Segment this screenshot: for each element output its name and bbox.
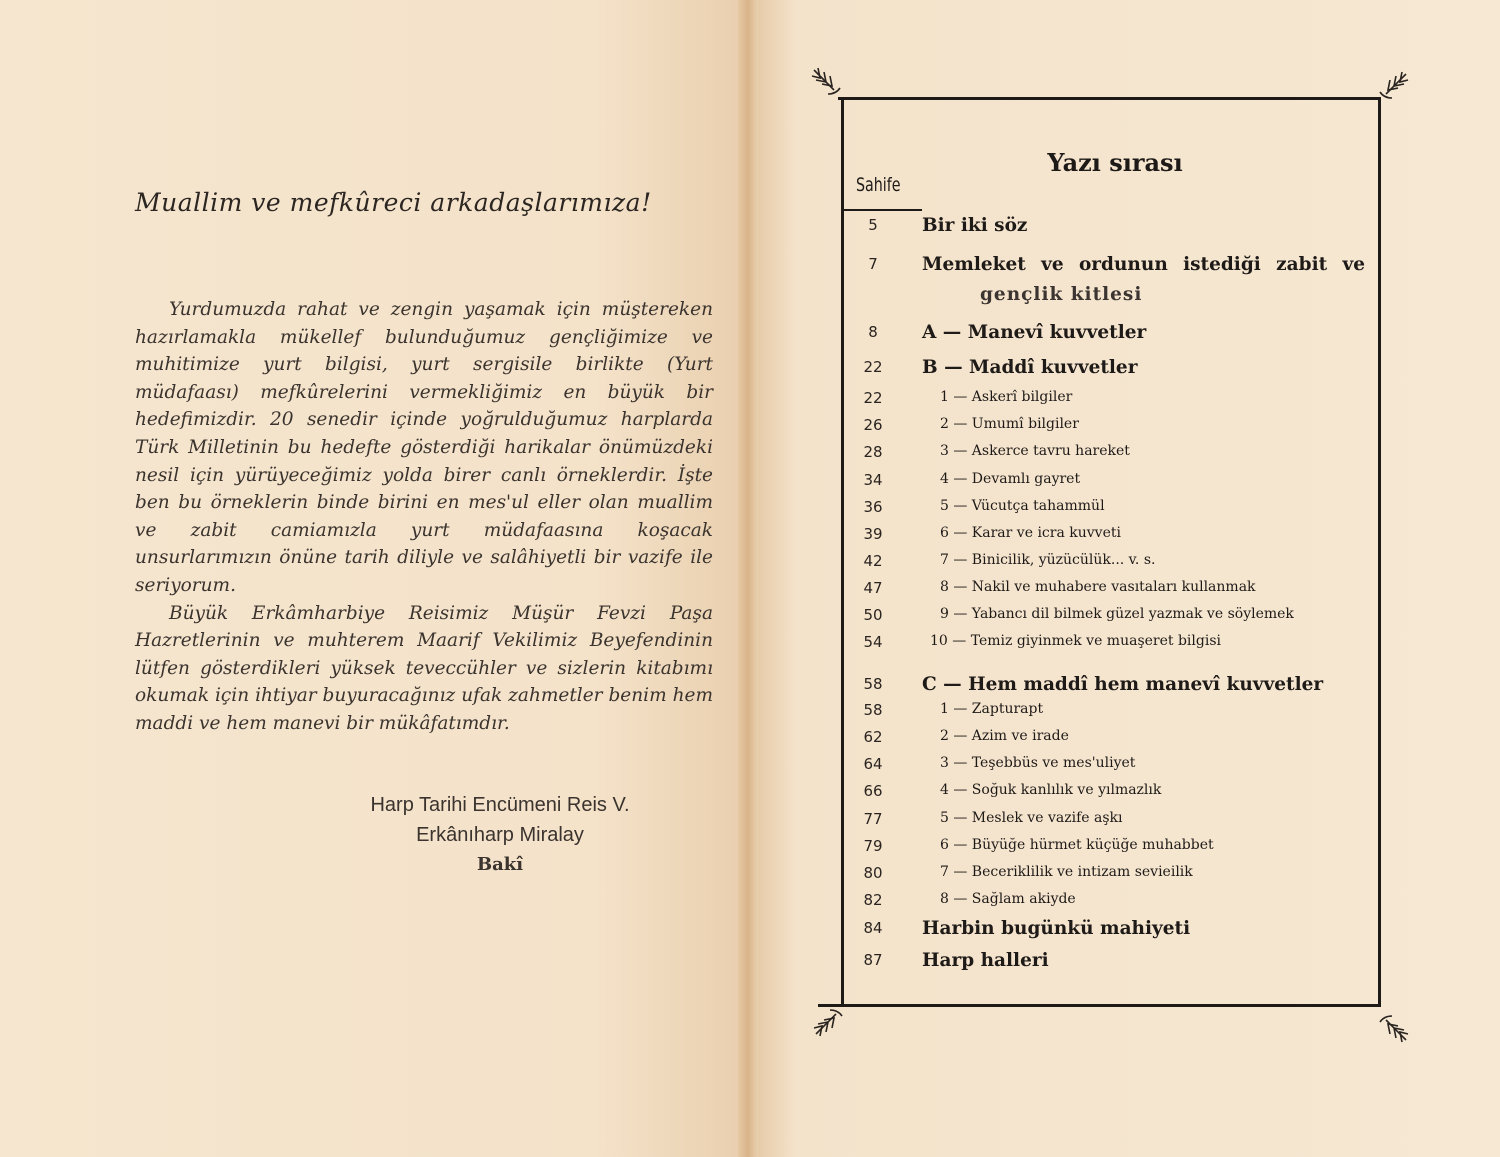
toc-entry-label: 3 — Askerce tavru hareket — [940, 443, 1130, 459]
corner-ornament-icon — [810, 66, 844, 100]
dedication-heading: Muallim ve mefkûreci arkadaşlarımıza! — [135, 188, 652, 217]
toc-page-number: 87 — [863, 951, 883, 969]
toc-entry-label: 7 — Beceriklilik ve intizam sevieilik — [940, 864, 1193, 880]
toc-entry-label: Memleket ve ordunun istediği zabit ve — [922, 254, 1365, 275]
toc-entry-label: 1 — Askerî bilgiler — [940, 389, 1073, 405]
toc-entry-label: 9 — Yabancı dil bilmek güzel yazmak ve söylemek — [940, 606, 1294, 622]
toc-entry-label: 8 — Sağlam akiyde — [940, 891, 1076, 907]
toc-page-number: 22 — [863, 389, 883, 407]
toc-page-number: 58 — [863, 701, 883, 719]
toc-entry-label: 3 — Teşebbüs ve mes'uliyet — [940, 755, 1136, 771]
toc-entry-label: 2 — Umumî bilgiler — [940, 416, 1079, 432]
toc-page-number: 62 — [863, 728, 883, 746]
toc-page-number: 28 — [863, 443, 883, 461]
toc-entry-continuation: gençlik kitlesi — [980, 284, 1143, 305]
frame-bottom-rule — [818, 1004, 1381, 1007]
toc-page-number: 34 — [863, 471, 883, 489]
toc-page-number: 47 — [863, 579, 883, 597]
book-gutter — [738, 0, 758, 1157]
corner-ornament-icon — [812, 1004, 846, 1038]
signature-rank: Erkânıharp Miralay — [416, 824, 584, 846]
toc-entry-label: 2 — Azim ve irade — [940, 728, 1069, 744]
page-column-header: Sahife — [856, 174, 901, 196]
toc-entry-label: 6 — Büyüğe hürmet küçüğe muhabbet — [940, 837, 1214, 853]
toc-page-number: 22 — [863, 358, 883, 376]
dedication-paragraph-1: Yurdumuzda rahat ve zengin yaşamak için müştereken hazırlamakla mükellef bulunduğumuz gençliğimize ve muhitimize yurt bilgisi, yurt sergisile birlikte (Yurt müdafaası) mefkûrelerini vermekliğimiz en büyük bir hedefimizdir. 20 senedir içinde yoğrulduğumuz harplarda Türk Milletinin bu hedefte gösterdiği harikalar önümüzdeki nesil için yürüyeceğimiz yolda birer canlı örneklerdir. İşte ben bu örneklerin binde birini en mes'ul eller olan muallim ve zabit camiamızla yurt müdafaasına koşacak unsurlarımızın önüne tarih diliyle ve salâhiyetli bir vazife ile seriyorum. — [135, 299, 713, 596]
toc-page-number: 66 — [863, 782, 883, 800]
dedication-body — [135, 296, 713, 738]
toc-entry-label: C — Hem maddî hem manevî kuvvetler — [922, 674, 1324, 695]
toc-page-number: 58 — [863, 675, 883, 693]
toc-entry-label: 6 — Karar ve icra kuvveti — [940, 525, 1121, 541]
toc-entry-label: Harp halleri — [922, 950, 1049, 971]
toc-page-number: 36 — [863, 498, 883, 516]
corner-ornament-icon — [1376, 70, 1410, 104]
header-underline — [842, 209, 922, 211]
toc-entry-label: 8 — Nakil ve muhabere vasıtaları kullanmak — [940, 579, 1256, 595]
toc-entry-label: Harbin bugünkü mahiyeti — [922, 918, 1191, 939]
signature-title: Harp Tarihi Encümeni Reis V. — [370, 794, 630, 816]
toc-page-number: 50 — [863, 606, 883, 624]
toc-title: Yazı sırası — [1047, 148, 1183, 177]
toc-entry-label: 7 — Binicilik, yüzücülük... v. s. — [940, 552, 1156, 568]
toc-page-number: 26 — [863, 416, 883, 434]
toc-page-number: 42 — [863, 552, 883, 570]
toc-entry-label: 1 — Zapturapt — [940, 701, 1044, 717]
toc-page-number: 5 — [868, 216, 878, 234]
toc-page-number: 77 — [863, 810, 883, 828]
toc-page-number: 82 — [863, 891, 883, 909]
toc-entry-label: 10 — Temiz giyinmek ve muaşeret bilgisi — [930, 633, 1221, 649]
corner-ornament-icon — [1376, 1010, 1410, 1044]
frame-top-rule — [838, 97, 1381, 100]
frame-left-rule — [841, 97, 844, 1007]
toc-page-number: 54 — [863, 633, 883, 651]
toc-entry-label: 4 — Soğuk kanlılık ve yılmazlık — [940, 782, 1162, 798]
toc-page-number: 80 — [863, 864, 883, 882]
toc-page-number: 7 — [868, 255, 878, 273]
toc-page-number: 84 — [863, 919, 883, 937]
toc-page-number: 64 — [863, 755, 883, 773]
toc-entry-label: A — Manevî kuvvetler — [922, 322, 1147, 343]
toc-page-number: 39 — [863, 525, 883, 543]
toc-entry-label: Bir iki söz — [922, 215, 1028, 236]
toc-entry-label: 4 — Devamlı gayret — [940, 471, 1081, 487]
signature-name: Bakî — [476, 854, 524, 875]
toc-page-number: 79 — [863, 837, 883, 855]
toc-page-number: 8 — [868, 323, 878, 341]
signature-block — [300, 790, 700, 880]
toc-entry-label: B — Maddî kuvvetler — [922, 357, 1138, 378]
dedication-paragraph-2: Büyük Erkâmharbiye Reisimiz Müşür Fevzi Paşa Hazretlerinin ve muhterem Maarif Vekilimiz Beyefendinin lütfen gösterdikleri yüksek teveccühler ve sizlerin kitabımı okumak için ihtiyar buyuracağınız ufak zahmetler benim hem maddi ve hem manevi bir mükâfatımdır. — [135, 602, 713, 734]
toc-entry-label: 5 — Vücutça tahammül — [940, 498, 1105, 514]
toc-entry-label: 5 — Meslek ve vazife aşkı — [940, 810, 1123, 826]
